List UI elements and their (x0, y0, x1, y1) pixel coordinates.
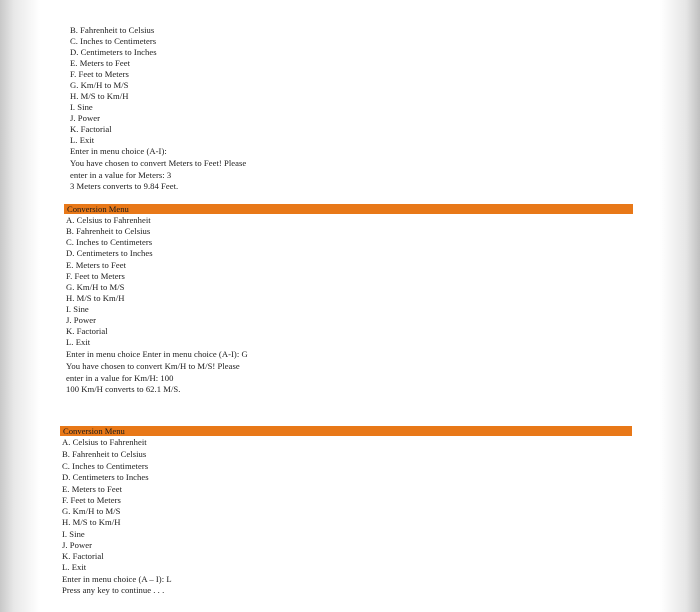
console-line: C. Inches to Centimeters (66, 237, 153, 247)
console-line: A. Celsius to Fahrenheit (62, 437, 147, 447)
menu-title-bar (60, 426, 632, 436)
console-line: C. Inches to Centimeters (70, 36, 157, 46)
console-line: D. Centimeters to Inches (62, 472, 149, 482)
console-line: Enter in menu choice (A – I): L (62, 574, 172, 584)
console-line: J. Power (66, 315, 96, 325)
menu-title: Conversion Menu (63, 426, 125, 436)
console-line: E. Meters to Feet (70, 58, 131, 68)
console-line: H. M/S to Km/H (62, 517, 121, 527)
console-line: G. Km/H to M/S (62, 506, 121, 516)
console-line: B. Fahrenheit to Celsius (70, 25, 155, 35)
console-line: You have chosen to convert Km/H to M/S! Please (66, 361, 240, 371)
console-line: enter in a value for Meters: 3 (70, 170, 172, 180)
console-line: A. Celsius to Fahrenheit (66, 215, 151, 225)
console-line: K. Factorial (62, 551, 104, 561)
console-line: L. Exit (70, 135, 95, 145)
page-shadow-right (660, 0, 700, 612)
console-line: G. Km/H to M/S (70, 80, 129, 90)
console-line: K. Factorial (70, 124, 112, 134)
console-line: L. Exit (66, 337, 91, 347)
console-line: 100 Km/H converts to 62.1 M/S. (66, 384, 181, 394)
console-line: H. M/S to Km/H (66, 293, 125, 303)
console-line: H. M/S to Km/H (70, 91, 129, 101)
console-line: E. Meters to Feet (66, 260, 127, 270)
console-line: F. Feet to Meters (62, 495, 121, 505)
page-shadow-left (0, 0, 40, 612)
console-line: G. Km/H to M/S (66, 282, 125, 292)
console-line: E. Meters to Feet (62, 484, 123, 494)
console-line: L. Exit (62, 562, 87, 572)
console-line: C. Inches to Centimeters (62, 461, 149, 471)
console-line: Enter in menu choice (A-I): (70, 146, 167, 156)
menu-title-bar (64, 204, 633, 214)
console-line: I. Sine (62, 529, 85, 539)
console-line: F. Feet to Meters (66, 271, 125, 281)
console-line: J. Power (70, 113, 100, 123)
console-line: Enter in menu choice Enter in menu choice (A-I): G (66, 349, 248, 359)
console-line: F. Feet to Meters (70, 69, 129, 79)
console-line: B. Fahrenheit to Celsius (62, 449, 147, 459)
console-line: Press any key to continue . . . (62, 585, 165, 595)
console-line: I. Sine (66, 304, 89, 314)
console-line: I. Sine (70, 102, 93, 112)
console-line: D. Centimeters to Inches (66, 248, 153, 258)
console-line: 3 Meters converts to 9.84 Feet. (70, 181, 179, 191)
console-line: J. Power (62, 540, 92, 550)
console-line: You have chosen to convert Meters to Feet! Please (70, 158, 247, 168)
console-line: D. Centimeters to Inches (70, 47, 157, 57)
console-line: B. Fahrenheit to Celsius (66, 226, 151, 236)
console-line: K. Factorial (66, 326, 108, 336)
console-line: enter in a value for Km/H: 100 (66, 373, 174, 383)
menu-title: Conversion Menu (67, 204, 129, 214)
